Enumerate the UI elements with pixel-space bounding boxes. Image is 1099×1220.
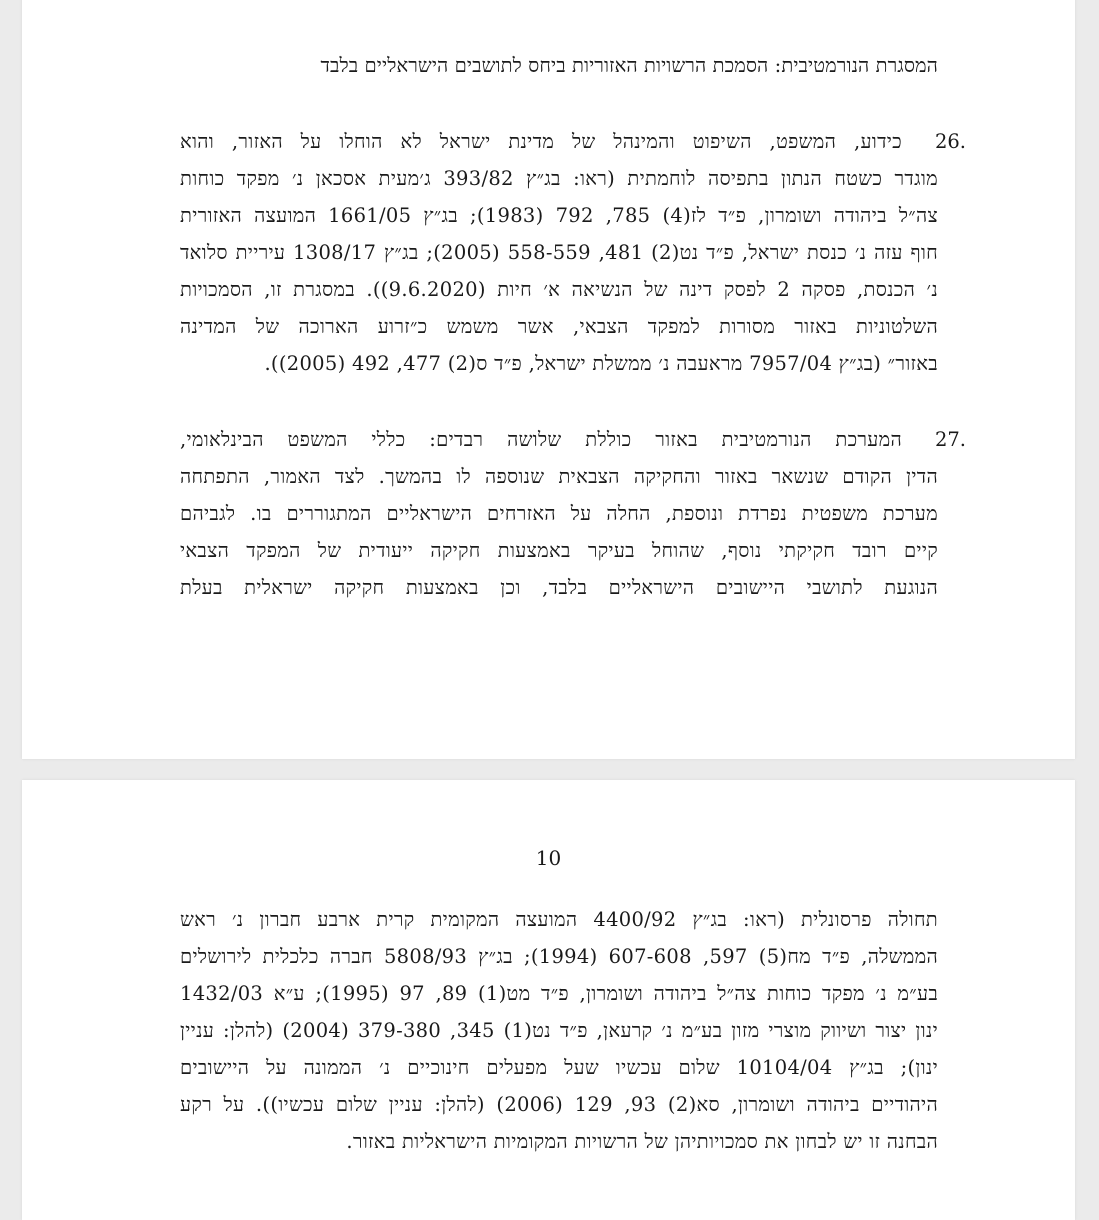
paragraph-line: הממשלה, פ״ד מח(5) 597, 607-608 (1994); בג״ץ 5808/93 חברה כלכלית לירושלים (180, 945, 939, 968)
paragraph-line: באזור״ (בג״ץ 7957/04 מראעבה נ׳ ממשלת ישראל, פ״ד ס(2) 477, 492 (2005)). (264, 352, 938, 375)
paragraph-line: תחולה פרסונלית (ראו: בג״ץ 4400/92 המועצה המקומית קרית ארבע חברון נ׳ ראש (180, 908, 938, 931)
paragraph-line: הנוגעת לתושבי היישובים הישראליים בלבד, וכן באמצעות חקיקה ישראלית בעלת (180, 576, 938, 599)
paragraph-line: בע״מ נ׳ מפקד כוחות צה״ל ביהודה ושומרון, פ״ד מט(1) 89, 97 (1995); ע״א 1432/03 (180, 982, 939, 1005)
paragraph-line: ינון); בג״ץ 10104/04 שלום עכשיו שעל מפעלים חינוכיים נ׳ הממונה על היישובים (180, 1056, 938, 1079)
paragraph-line: מוגדר כשטח הנתון בתפיסה לוחמתית (ראו: בג״ץ 393/82 ג׳מעית אסכאן נ׳ מפקד כוחות (180, 167, 938, 190)
paragraph-number: 27. (934, 428, 966, 451)
paragraph-line: צה״ל ביהודה ושומרון, פ״ד לז(4) 785, 792 (1983); בג״ץ 1661/05 המועצה האזורית (180, 204, 939, 227)
page-number: 10 (535, 846, 562, 870)
paragraph-line: קיים רובד חקיקתי נוסף, שהוחל בעיקר באמצעות חקיקה ייעודית של המפקד הצבאי (180, 539, 938, 562)
paragraph-line: הדין הקודם שנשאר באזור והחקיקה הצבאית שנוספה לו בהמשך. לצד האמור, התפתחה (180, 465, 938, 488)
paragraph-line: כידוע, המשפט, השיפוט והמינהל של מדינת ישראל לא הוחלו על האזור, והוא (180, 130, 902, 153)
paragraph-number: 26. (934, 130, 966, 153)
paragraph-line: חוף עזה נ׳ כנסת ישראל, פ״ד נט(2) 481, 558-559 (2005); בג״ץ 1308/17 עיריית סלואד (180, 241, 939, 264)
paragraph-line: הבחנה זו יש לבחון את סמכויותיהן של הרשויות המקומיות הישראליות באזור. (346, 1130, 938, 1153)
paragraph-line: מערכת משפטית נפרדת ונוספת, החלה על האזרחים הישראליים המתגוררים בו. לגביהם (180, 502, 938, 525)
paragraph-line: ינון יצור ושיווק מוצרי מזון בע״מ נ׳ קרעאן, פ״ד נט(1) 345, 379-380 (2004) (להלן: עניין (180, 1019, 939, 1042)
paragraph-line: המערכת הנורמטיבית באזור כוללת שלושה רבדים: כללי המשפט הבינלאומי, (180, 428, 902, 451)
section-heading: המסגרת הנורמטיבית: הסמכת הרשויות האזוריות ביחס לתושבים הישראליים בלבד (320, 54, 938, 77)
document-page-lower (22, 780, 1075, 1220)
document-page-upper (22, 0, 1075, 759)
paragraph-line: נ׳ הכנסת, פסקה 2 לפסק דינה של הנשיאה א׳ חיות (9.6.2020)). במסגרת זו, הסמכויות (180, 278, 938, 301)
paragraph-line: היהודיים ביהודה ושומרון, סא(2) 93, 129 (2006) (להלן: עניין שלום עכשיו)). על רקע (180, 1093, 938, 1116)
paragraph-line: השלטוניות באזור מסורות למפקד הצבאי, אשר משמש כ״זרוע הארוכה של המדינה (180, 315, 938, 338)
